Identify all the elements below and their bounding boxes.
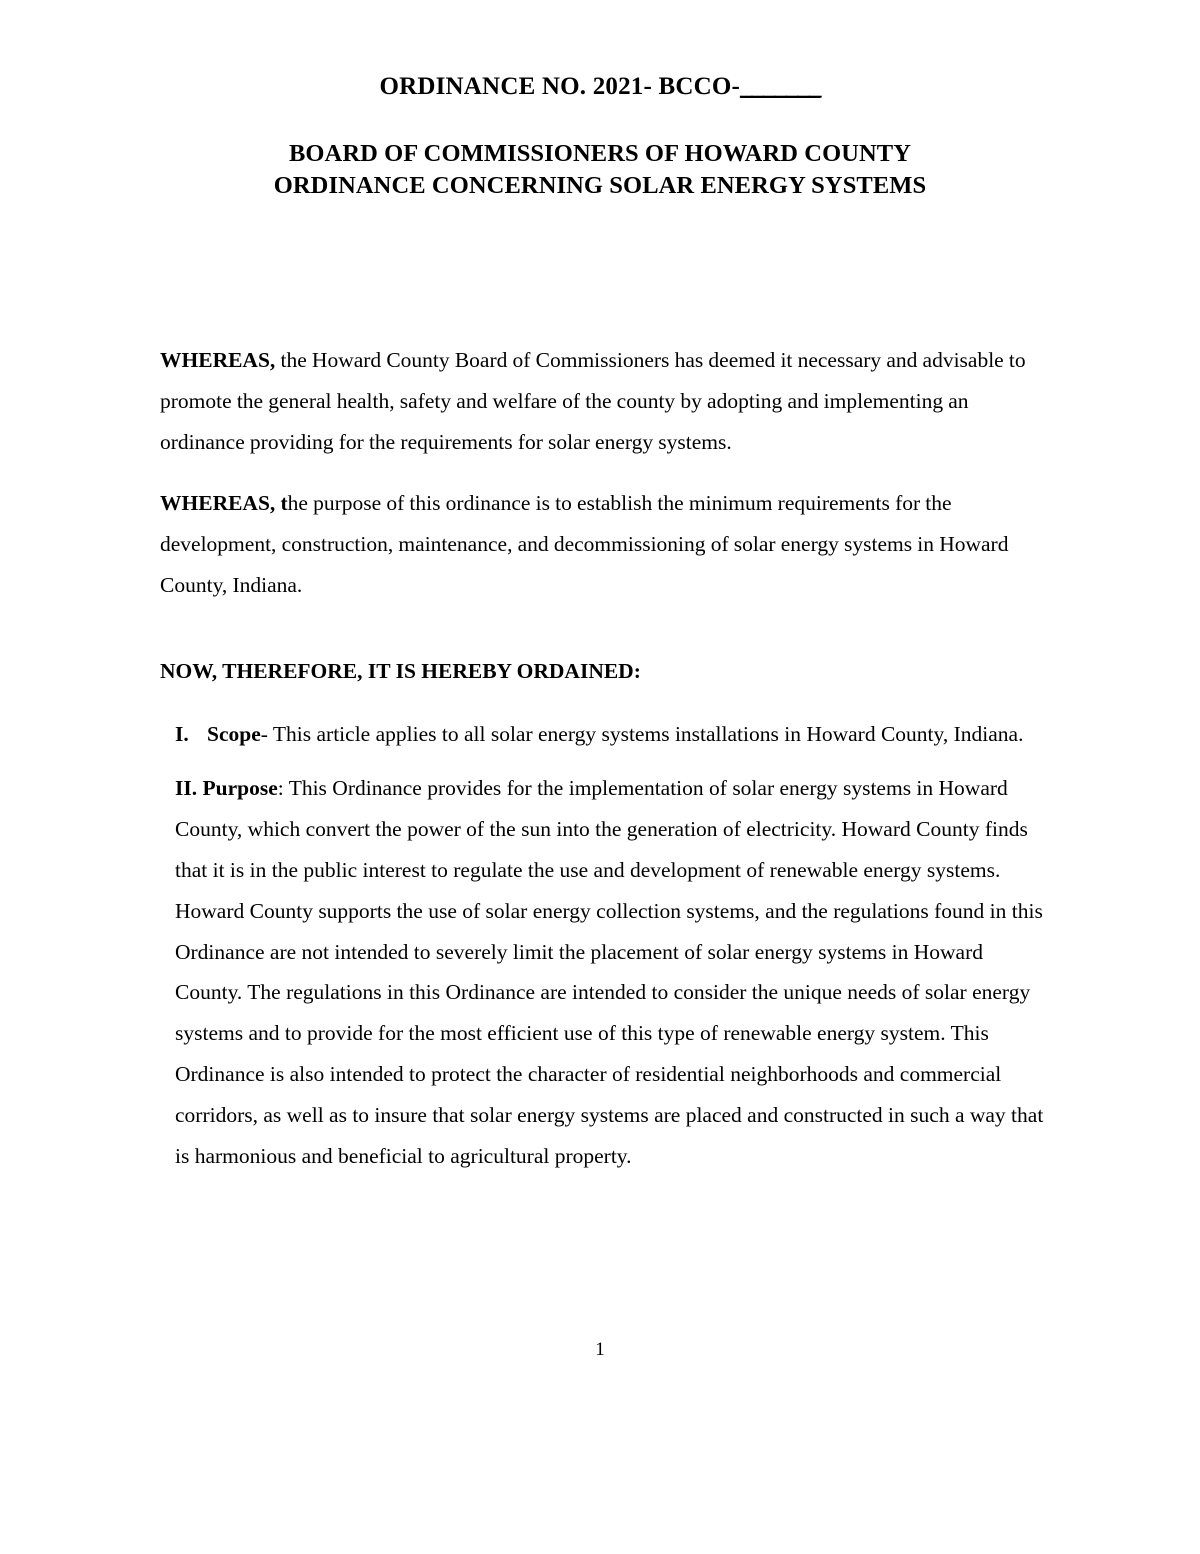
ordinance-number-prefix: ORDINANCE NO. 2021- BCCO- (379, 73, 741, 100)
enacting-clause: NOW, THEREFORE, IT IS HEREBY ORDAINED: (160, 658, 641, 683)
spacer (160, 627, 1050, 651)
recital-1-lead: WHEREAS, (160, 348, 276, 372)
ordinance-number-line (0, 72, 1200, 102)
recital-1-text: the Howard County Board of Commissioners has deemed it necessary and advisable to promote the general health, safety and welfare of the county by adopting and implementing an ordinance providing for the requirements for solar energy systems. (160, 348, 1026, 454)
article-marker-i: I. (175, 721, 189, 746)
document-title-block (0, 72, 1200, 202)
article-item-purpose (160, 768, 1050, 1176)
recital-2-lead: WHEREAS, t (160, 491, 288, 516)
article-heading-scope: Scope (207, 721, 261, 746)
document-body (160, 340, 1050, 1176)
article-item-scope (160, 714, 1050, 755)
ordinance-number-blank: _______ (740, 73, 821, 100)
recital-paragraph-2 (160, 483, 1050, 605)
article-heading-purpose: Purpose (202, 776, 278, 801)
recital-2-text: he purpose of this ordinance is to establish the minimum requirements for the development, construction, maintenance, and decommissioning of solar energy systems in Howard County, Indiana. (160, 491, 1009, 597)
document-heading-block (0, 138, 1200, 202)
article-marker-ii: II. (175, 776, 198, 801)
article-text-purpose: This Ordinance provides for the implementation of solar energy systems in Howard County, which convert the power of the sun into the generation of electricity. Howard County finds that it is in the public interest to regulate the use and development of renewable energy systems. Howard County supports the use of solar energy collection systems, and the regulations found in this Ordinance are not intended to severely limit the placement of solar energy systems in Howard County. The regulations in this Ordinance are intended to consider the unique needs of solar energy systems and to provide for the most efficient use of this type of renewable energy system. This Ordinance is also intended to protect the character of residential neighborhoods and commercial corridors, as well as to insure that solar energy systems are placed and constructed in such a way that is harmonious and beneficial to agricultural property. (175, 776, 1044, 1168)
recital-paragraph-1 (160, 340, 1050, 462)
article-separator-purpose: : (277, 776, 289, 801)
heading-line-board: BOARD OF COMMISSIONERS OF HOWARD COUNTY (288, 140, 912, 167)
article-separator-scope: - (260, 721, 273, 746)
heading-line-subject: ORDINANCE CONCERNING SOLAR ENERGY SYSTEMS (273, 171, 927, 199)
article-text-scope: This article applies to all solar energy systems installations in Howard County, Indiana. (272, 721, 1024, 746)
page-number: 1 (595, 1339, 605, 1360)
